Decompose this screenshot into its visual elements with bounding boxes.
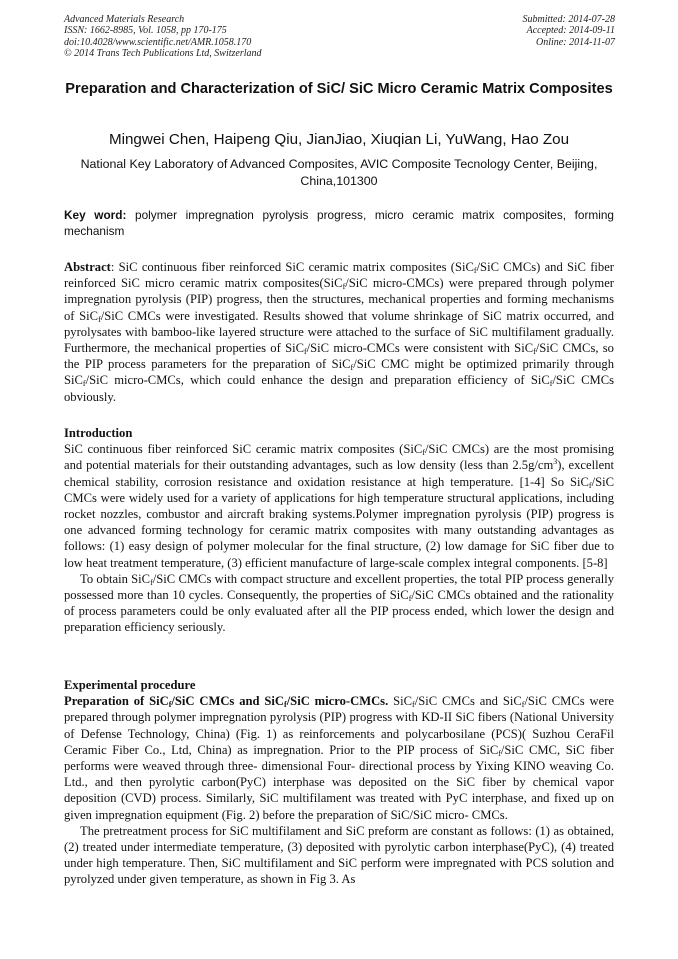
fiber-subscript: f bbox=[422, 448, 425, 458]
introduction-paragraph-2: To obtain SiC$_f$/SiC CMCs with compact structure and excellent properties, the total PIP process generally possessed more than 10 cycles. Consequently, the properties of SiC$_f$/SiC CMCs obtained and the rationality of process parameters could be only evaluated after all the PIP process ended, which lower the design and preparation efficiency seriously. bbox=[64, 571, 614, 635]
fiber-subscript: f bbox=[150, 577, 153, 587]
keywords-label: Key word: bbox=[64, 208, 127, 222]
journal-name: Advanced Materials Research bbox=[64, 14, 185, 25]
paper-affiliation: National Key Laboratory of Advanced Composites, AVIC Composite Tecnology Center, Beijing, China,101300 bbox=[80, 157, 598, 188]
fiber-subscript: f bbox=[473, 266, 477, 275]
fiber-subscript: f bbox=[408, 594, 412, 604]
abstract-paragraph: Abstract: SiC continuous fiber reinforced SiC ceramic matrix composites (SiC$_f$/SiC CMCs) and SiC fiber reinforced SiC micro ceramic matrix composites(SiC$_f$/SiC micro-CMCs) were prepared through polymer impregnation pyrolysis (PIP) progress, then the structures, mechanical properties and forming mechanisms of SiC$_f$/SiC CMCs were investigated. Results showed that volume shrinkage of SiC matrix occurred, and pyrolysates with bamboo-like layered structure were attached to the surface of SiC multifilament gradually. Furthermore, the mechanical properties of SiC$_f$/SiC micro-CMCs were consistent with SiC$_f$/SiC CMCs, so the PIP process parameters for the preparation of SiC$_f$/SiC CMC might be optimized primarily through SiC$_f$/SiC micro-CMCs, which could enhance the design and preparation efficiency of SiC$_f$/SiC CMCs obviously. bbox=[64, 260, 615, 404]
fiber-subscript: f bbox=[168, 700, 172, 710]
fiber-subscript: f bbox=[533, 347, 536, 357]
fiber-subscript: f bbox=[498, 748, 501, 758]
journal-header bbox=[64, 14, 262, 60]
online-date: Online: 2014-11-07 bbox=[536, 36, 615, 48]
abstract-label: Abstract bbox=[64, 260, 111, 274]
keywords-text: polymer impregnation pyrolysis progress, micro ceramic matrix composites, forming mechanism bbox=[64, 208, 614, 238]
experimental-subheading: Preparation of SiC$_f$/SiC CMCs and SiC$_f$/SiC micro-CMCs. bbox=[64, 694, 389, 710]
experimental-paragraph-1: Preparation of SiC$_f$/SiC CMCs and SiC$_f$/SiC micro-CMCs. SiC$_f$/SiC CMCs and SiC$_f$/SiC CMCs were prepared through polymer impregnation pyrolysis (PIP) progress with KD-II SiC fibers (National University of Defense Technology, China) (Fig. 1) as reinforcements and polycarbosilane (PCS)( Suzhou CeraFil Ceramic Fiber Co., Ltd, China) as impregnation. Prior to the PIP process of SiC$_f$/SiC CMC, SiC fiber performs were weaved through three- dimensional Four- directional process by Yixing KINO weaving Co. Ltd., and then pyrolytic carbon(PyC) interphase was deposited on the SiC fiber by chemical vapor deposition (CVD) process. Similarly, SiC multifilament was treated with PyC interphase, and fixed up on given impregnation equipment (Fig. 2) before the preparation of SiC/SiC micro- CMCs. bbox=[64, 694, 615, 822]
doi-line[interactable]: doi:10.4028/www.scientific.net/AMR.1058.170 bbox=[64, 36, 252, 48]
introduction-paragraph-1: SiC continuous fiber reinforced SiC ceramic matrix composites (SiC$_f$/SiC CMCs) are the most promising and potential materials for their outstanding advantages, such as low density (less than $2.5g/cm^3$), excellent chemical stability, corrosion resistance and oxidation resistance at high temperature. [1-4] So SiC$_f$/SiC CMCs were widely used for a variety of applications for high temperature structural applications, including rocket nozzles, combustor and aircraft braking systems.Polymer impregnation pyrolysis (PIP) progress is one advanced forming technology for ceramic matrix composites with many outstanding advantages as follows: (1) easy design of polymer molecular for the final structure, (2) low damage for SiC fiber due to low heat treatment temperature, (3) efficient manufacture of large-scale complex integral components. [5-8] bbox=[64, 442, 614, 570]
abstract bbox=[64, 259, 614, 405]
fiber-subscript: f bbox=[412, 700, 415, 710]
paper-authors: Mingwei Chen, Haipeng Qiu, JianJiao, Xiuqian Li, YuWang, Hao Zou bbox=[108, 131, 570, 148]
fiber-subscript: f bbox=[549, 379, 553, 389]
fiber-subscript: f bbox=[521, 700, 525, 710]
fiber-subscript: f bbox=[350, 363, 354, 373]
fiber-subscript: f bbox=[82, 379, 86, 389]
fiber-subscript: f bbox=[284, 700, 287, 710]
issn-line: ISSN: 1662-8985, Vol. 1058, pp 170-175 bbox=[64, 25, 227, 37]
introduction-section bbox=[64, 425, 614, 636]
fiber-subscript: f bbox=[304, 347, 307, 357]
introduction-heading: Introduction bbox=[64, 426, 133, 440]
experimental-paragraph-2: The pretreatment process for SiC multifilament and SiC preform are constant as follows: (1) as obtained, (2) treated under intermediate temperature, (3) deposited with pyrolytic carbon interphase(PyC), (4) treated under high temperature. Then, SiC multifilament and SiC perform were impregnated with PCS solution and pyrolyzed under given temperature, as shown in Fig 3. As bbox=[64, 823, 614, 887]
paper-title: Preparation and Characterization of SiC/ SiC Micro Ceramic Matrix Composites bbox=[65, 81, 613, 97]
accepted-date: Accepted: 2014-09-11 bbox=[526, 25, 615, 37]
fiber-subscript: f bbox=[98, 314, 101, 324]
fiber-subscript: f bbox=[342, 282, 346, 292]
keywords bbox=[64, 208, 614, 239]
submitted-date: Submitted: 2014-07-28 bbox=[522, 14, 615, 25]
dates-header bbox=[523, 14, 616, 48]
fiber-subscript: f bbox=[588, 480, 592, 490]
experimental-heading: Experimental procedure bbox=[64, 678, 196, 692]
copyright-line: © 2014 Trans Tech Publications Ltd, Switzerland bbox=[64, 48, 262, 60]
experimental-section bbox=[64, 677, 614, 888]
